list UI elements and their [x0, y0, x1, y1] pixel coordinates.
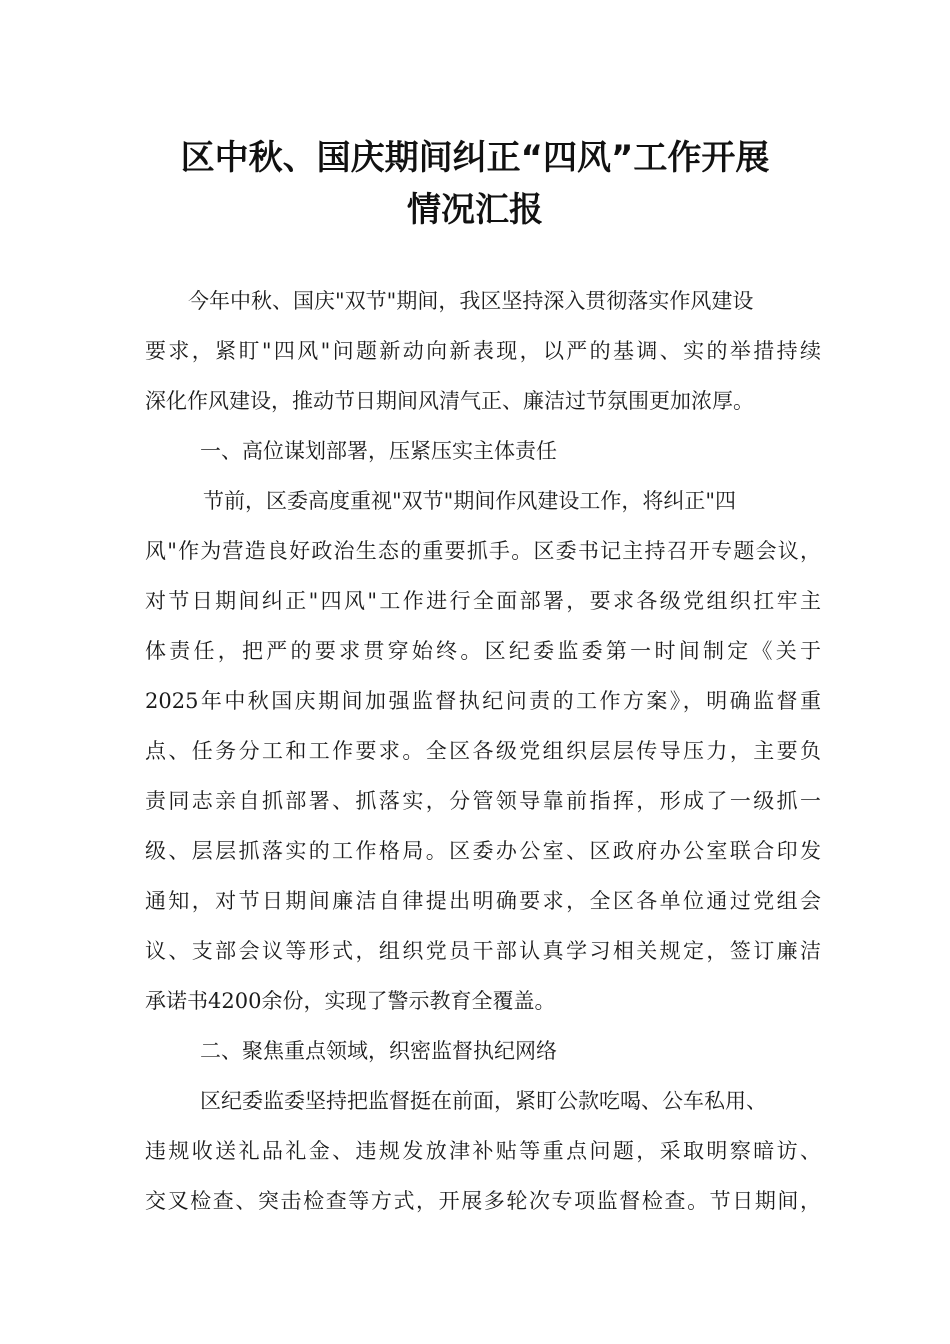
paragraph-section1-line-10: 议、支部会议等形式，组织党员干部认真学习相关规定，签订廉洁	[145, 939, 821, 963]
paragraph-section1-line-2: 风"作为营造良好政治生态的重要抓手。区委书记主持召开专题会议，	[145, 539, 821, 563]
paragraph-section2-line-2: 违规收送礼品礼金、违规发放津补贴等重点问题，采取明察暗访、	[145, 1139, 821, 1163]
paragraph-section1-line-9: 通知，对节日期间廉洁自律提出明确要求，全区各单位通过党组会	[145, 889, 821, 913]
paragraph-section1-line-6: 点、任务分工和工作要求。全区各级党组织层层传导压力，主要负	[145, 739, 821, 763]
paragraph-section1-line-11: 承诺书4200余份，实现了警示教育全覆盖。	[145, 989, 556, 1013]
document-title-line-2: 情况汇报	[407, 190, 543, 230]
section-heading-1: 一、高位谋划部署，压紧压实主体责任	[200, 439, 557, 463]
paragraph-intro-line-3: 深化作风建设，推动节日期间风清气正、廉洁过节氛围更加浓厚。	[145, 389, 754, 413]
paragraph-section2-line-1: 区纪委监委坚持把监督挺在前面，紧盯公款吃喝、公车私用、	[200, 1089, 767, 1113]
paragraph-section1-line-4: 体责任，把严的要求贯穿始终。区纪委监委第一时间制定《关于	[145, 639, 821, 663]
paragraph-intro-line-1: 今年中秋、国庆"双节"期间，我区坚持深入贯彻落实作风建设	[188, 289, 754, 313]
paragraph-section1-line-8: 级、层层抓落实的工作格局。区委办公室、区政府办公室联合印发	[145, 839, 821, 863]
paragraph-section1-line-3: 对节日期间纠正"四风"工作进行全面部署，要求各级党组织扛牢主	[145, 589, 821, 613]
paragraph-section2-line-3: 交叉检查、突击检查等方式，开展多轮次专项监督检查。节日期间，	[145, 1189, 821, 1213]
paragraph-section1-line-5: 2025年中秋国庆期间加强监督执纪问责的工作方案》，明确监督重	[145, 689, 821, 713]
paragraph-intro-line-2: 要求，紧盯"四风"问题新动向新表现，以严的基调、实的举措持续	[145, 339, 821, 363]
section-heading-2: 二、聚焦重点领域，织密监督执纪网络	[200, 1039, 557, 1063]
paragraph-section1-line-7: 责同志亲自抓部署、抓落实，分管领导靠前指挥，形成了一级抓一	[145, 789, 821, 813]
document-title-line-1: 区中秋、国庆期间纠正“四风”工作开展	[180, 138, 770, 178]
paragraph-section1-line-1: 节前，区委高度重视"双节"期间作风建设工作，将纠正"四	[203, 489, 736, 513]
